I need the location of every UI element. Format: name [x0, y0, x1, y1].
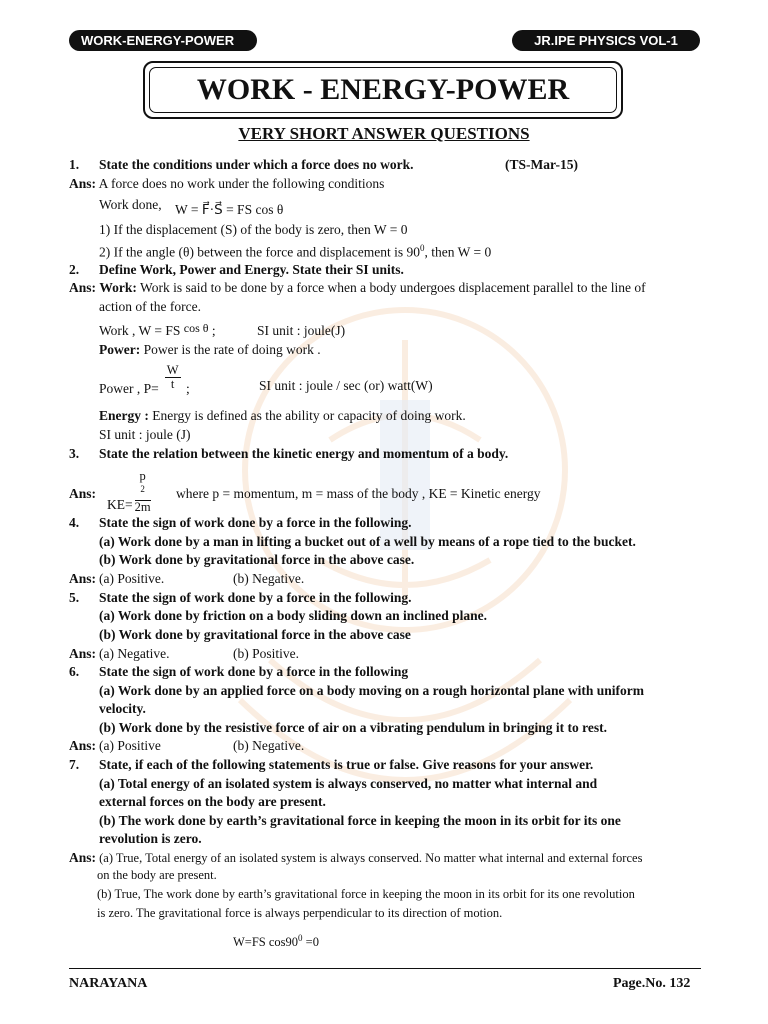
q5-question: State the sign of work done by a force in the following.: [99, 590, 412, 605]
energy-definition: [99, 407, 466, 424]
q5-answer-a: (a) Negative.: [99, 646, 170, 661]
ans-label: Ans:: [69, 738, 97, 753]
degree-sup: 0: [298, 933, 303, 943]
q6-answer-a: (a) Positive: [99, 738, 161, 753]
q1-condition-1: 1) If the displacement (S) of the body is zero, then W = 0: [99, 222, 408, 237]
q7-answer-a-cont: on the body are present.: [97, 868, 217, 882]
q1-number: 1.: [69, 157, 80, 172]
q6-number: 6.: [69, 664, 80, 679]
ke-description: where p = momentum, m = mass of the body , KE = Kinetic energy: [176, 486, 541, 501]
q1-cond2-part-c: , then W = 0: [424, 244, 492, 260]
footer-divider: [69, 968, 701, 969]
section-heading: VERY SHORT ANSWER QUESTIONS: [238, 124, 530, 143]
work-formula: [99, 322, 216, 340]
work-si-unit: SI unit : joule(J): [257, 323, 346, 338]
power-formula-b: ;: [185, 380, 190, 396]
q3-question: State the relation between the kinetic energy and momentum of a body.: [99, 446, 509, 461]
q4-part-b: (b) Work done by gravitational force in the above case.: [99, 552, 415, 567]
q1-cond2-part-b: ) between the force and displacement is 90: [189, 244, 420, 260]
q4-answer-a: (a) Positive.: [99, 571, 165, 586]
q1-question: State the conditions under which a force does no work.: [99, 157, 414, 172]
footer-page-number: Page.No. 132: [613, 976, 691, 991]
energy-def-text: Energy is defined as the ability or capacity of doing work.: [152, 408, 466, 423]
ke-label: KE=: [107, 497, 133, 513]
q5-answer-b: (b) Positive.: [233, 646, 299, 661]
work-definition: Work is said to be done by a force when a body undergoes displacement parallel to the line of: [140, 280, 646, 295]
q7-answer-b-cont: is zero. The gravitational force is always perpendicular to its direction of motion.: [97, 906, 503, 920]
q6-part-b: (b) Work done by the resistive force of air on a vibrating pendulum in bringing it to rest.: [99, 720, 608, 735]
q1-tag: (TS-Mar-15): [505, 157, 578, 172]
q5-number: 5.: [69, 590, 80, 605]
power-formula-a: Power , P=: [99, 380, 159, 396]
q7-part-a-cont: external forces on the body are present.: [99, 794, 326, 809]
q1-condition-2: [99, 240, 491, 261]
work-label: Work:: [99, 280, 137, 295]
power-denominator: t: [170, 377, 175, 391]
ke-num-sup: 2: [140, 484, 145, 494]
q1-answer: [69, 175, 384, 192]
header-left-badge: WORK-ENERGY-POWER: [69, 30, 257, 51]
q7-formula-a: W=FS cos90: [233, 935, 299, 950]
footer-brand: NARAYANA: [69, 976, 148, 991]
ke-numerator: [135, 470, 151, 501]
ans-label: Ans:: [69, 176, 97, 191]
q7-formula: [233, 930, 319, 951]
page-title: WORK - ENERGY-POWER: [149, 67, 617, 113]
work-formula-a: Work , W = FS: [99, 323, 181, 338]
ke-fraction: [135, 470, 151, 514]
theta-symbol: θ: [182, 244, 190, 260]
q6-question: State the sign of work done by a force in the following: [99, 664, 409, 679]
q7-part-b-cont: revolution is zero.: [99, 831, 202, 846]
q2-question: Define Work, Power and Energy. State their SI units.: [99, 262, 404, 277]
q1-answer-text: A force does no work under the following conditions: [98, 176, 385, 191]
power-def-text: Power is the rate of doing work .: [143, 342, 321, 357]
ke-formula: [107, 470, 153, 514]
q2-answer-work: [69, 279, 646, 296]
ans-label: Ans:: [69, 280, 97, 295]
page-title-frame: [143, 61, 623, 119]
power-definition: [99, 341, 321, 358]
q7-answer-a-text: (a) True, Total energy of an isolated system is always conserved. No matter what internal and external forces: [99, 851, 643, 865]
q1-work-done-label: Work done,: [99, 197, 162, 212]
q7-answer-a: [69, 849, 642, 867]
header-right-badge: JR.IPE PHYSICS VOL-1: [512, 30, 700, 51]
power-si-unit: SI unit : joule / sec (or) watt(W): [259, 378, 433, 393]
q5-part-a: (a) Work done by friction on a body sliding down an inclined plane.: [99, 608, 487, 623]
q6-answer-b: (b) Negative.: [233, 738, 305, 753]
energy-si-unit: SI unit : joule (J): [99, 427, 191, 442]
q4-number: 4.: [69, 515, 80, 530]
q7-part-a: (a) Total energy of an isolated system is always conserved, no matter what internal and: [99, 776, 598, 791]
q7-number: 7.: [69, 757, 80, 772]
power-formula: [99, 363, 190, 396]
ans-label: Ans:: [69, 850, 97, 865]
ans-label: Ans:: [69, 486, 97, 501]
q1-work-formula: W = F⃗·S⃗ = FS cos θ: [175, 202, 284, 217]
q7-answer-b: (b) True, The work done by earth’s gravitational force in keeping the moon in its orbit for its one revolution: [97, 887, 635, 901]
q6-part-a: (a) Work done by an applied force on a body moving on a rough horizontal plane with uniform: [99, 683, 644, 698]
ans-label: Ans:: [69, 571, 97, 586]
q2-number: 2.: [69, 262, 80, 277]
ans-label: Ans:: [69, 646, 97, 661]
q4-part-a: (a) Work done by a man in lifting a bucket out of a well by means of a rope tied to the bucket.: [99, 534, 636, 549]
work-formula-c: ;: [211, 323, 216, 338]
q4-question: State the sign of work done by a force in the following.: [99, 515, 412, 530]
q1-cond2-part-a: 2) If the angle (: [99, 244, 183, 260]
ke-num-p: p: [139, 469, 146, 483]
energy-label: Energy :: [99, 408, 149, 423]
q3-number: 3.: [69, 446, 80, 461]
q4-answer-b: (b) Negative.: [233, 571, 305, 586]
q5-part-b: (b) Work done by gravitational force in the above case: [99, 627, 411, 642]
q7-formula-b: =0: [302, 935, 319, 950]
work-definition-cont: action of the force.: [99, 299, 201, 314]
q6-part-a-cont: velocity.: [99, 701, 146, 716]
power-fraction: [165, 364, 181, 391]
power-label: Power:: [99, 342, 141, 357]
ke-denominator: 2m: [134, 500, 151, 515]
power-numerator: W: [166, 363, 179, 377]
work-formula-b: cos θ: [183, 321, 209, 335]
q7-question: State, if each of the following statements is true or false. Give reasons for your answer.: [99, 757, 594, 772]
degree-sup: 0: [419, 243, 425, 253]
q7-part-b: (b) The work done by earth’s gravitational force in keeping the moon in its orbit for its one: [99, 813, 621, 828]
